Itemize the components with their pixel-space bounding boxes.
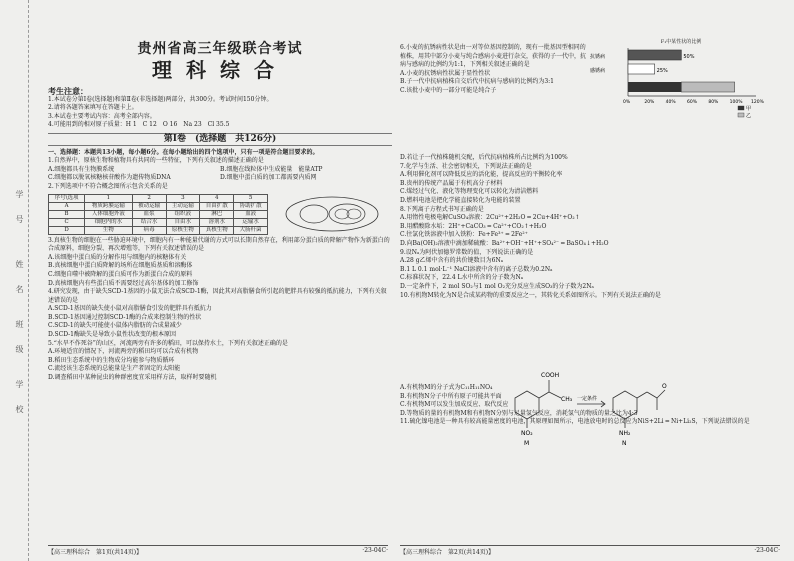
chart-title: F₁中某性状的比例 <box>660 39 702 45</box>
option: C.细胞都以脱氧核糖核苷酸作为遗传物质DNA <box>48 174 171 182</box>
tick-label: 20% <box>644 100 655 105</box>
option: A.该细胞中蛋白质的分解作用与细胞内的核糖体有关 <box>48 253 187 261</box>
option: C.SCD-1的缺失可能使小鼠体内脂肪的合成量减少 <box>48 322 182 330</box>
option: B.SCD-1基因通过控制SCD-1酶的合成来控制生物的性状 <box>48 313 202 321</box>
option: D.燃料电池是把化学能直接转化为电能的装置 <box>400 196 521 204</box>
table-cell: 真核生物 <box>200 226 234 234</box>
question-8: 8.下列离子方程式书写正确的是 <box>400 205 484 213</box>
option: B.用醋酸除水垢：2H⁺+CaCO₃ ═ Ca²⁺+CO₂↑+H₂O <box>400 222 547 230</box>
section-intro: 一、选择题：本题共13小题，每小题6分。在每小题给出的四个选项中，只有一项是符合题目要求的。 <box>48 148 319 156</box>
option: C.细胞自噬中被降解的蛋白质可作为新蛋白合成的原料 <box>48 270 193 278</box>
question-4: 4.研究发现，由于缺失SCD-1基因的小鼠无法合成SCD-1酶，因此其对高脂膳食所引起的肥胖具有较强的抵抗能力，下列有关叙述错误的是 <box>48 288 387 304</box>
option: A.细胞都具有生物膜系统 <box>48 165 115 173</box>
data-label: 50% <box>683 54 695 60</box>
footer-code: ·23-04C· <box>362 547 388 554</box>
table-cell: 淋巴 <box>200 210 234 218</box>
option: A.用惰性电极电解CuSO₄溶液：2Cu²⁺+2H₂O ═ 2Cu+4H⁺+O₂↑ <box>400 214 580 222</box>
venn-diagram <box>282 194 382 234</box>
table-header-cell: 1 <box>85 194 133 202</box>
option: C.该批小麦中的一部分可能是纯合子 <box>400 86 497 94</box>
table-cell: 生物 <box>85 226 133 234</box>
struct-label: N <box>622 440 627 447</box>
footer-page-label: 【高三理科综合 第1页(共14页)】 <box>48 549 143 556</box>
concept-table <box>48 194 268 235</box>
question-7: 7.化学与生活、社会密切相关，下列说法正确的是 <box>400 162 532 170</box>
table-cell: 被动运输 <box>132 202 166 210</box>
page-2-footer <box>400 545 780 556</box>
page-2-top <box>400 44 586 96</box>
option: D.真核细胞内有些蛋白质不需要经过高尔基体的加工修饰 <box>48 279 199 287</box>
table-row <box>49 226 268 234</box>
struct-label: 一定条件 <box>577 396 598 402</box>
option: C.流经该生态系统的总能量是生产者固定的太阳能 <box>48 365 181 373</box>
structure-diagram <box>495 368 675 448</box>
category-label: 抗锈病 <box>590 54 606 60</box>
spine-label: 学 <box>15 190 24 198</box>
struct-label: COOH <box>541 372 560 379</box>
option: D.调查稻田中某种昆虫的种群密度宜采用样方法，取样时要随机 <box>48 374 217 382</box>
data-label: 25% <box>656 68 668 74</box>
page-1 <box>48 40 392 383</box>
question-5: 5.“水旱不作死谷”的山区，河流两旁有许多的稻田，可以保持水土，下列有关叙述正确的是 <box>48 339 288 347</box>
option: A.28 g乙烯中含有的共价键数目为6Nₐ <box>400 257 504 265</box>
table-cell: 组织液 <box>166 210 200 218</box>
exam-subject: 理科综合 <box>152 58 288 82</box>
table-header-cell: 5 <box>234 194 268 202</box>
option: D.等物质的量的有机物M和有机物N分别与足量氢气反应，消耗氢气的物质的量之比为4:3 <box>400 409 638 417</box>
page-1-footer <box>48 545 388 556</box>
tick-label: 60% <box>687 100 698 105</box>
table-cell: 人体细胞外液 <box>85 210 133 218</box>
tick-label: 100% <box>729 100 743 105</box>
question-10: 10.有机物M转化为N是合成某药物的重要反应之一，其转化关系如图所示。下列有关说法正确的是 <box>400 291 661 299</box>
table-row <box>49 218 268 226</box>
bar <box>628 82 681 92</box>
option: A.小麦的抗锈病性状属于显性性状 <box>400 69 491 77</box>
table-cell: C <box>49 218 85 226</box>
table-cell: 原核生物 <box>166 226 200 234</box>
table-cell: 病毒 <box>132 226 166 234</box>
exam-title: 贵州省高三年级联合考试 <box>137 41 303 57</box>
question-9: 9.设Nₐ为阿伏加德罗常数的值，下列说法正确的是 <box>400 248 534 256</box>
table-cell: 物质跨膜运输 <box>85 202 133 210</box>
binding-margin <box>0 0 29 561</box>
option: B.真核细胞中蛋白质降解的场所在细胞质基质和溶酶体 <box>48 262 193 270</box>
struct-label: CH₃ <box>561 396 573 403</box>
bar <box>628 64 655 74</box>
option: B.细胞在线粒体中生成能量 能量ATP <box>220 165 323 173</box>
table-cell: D <box>49 226 85 234</box>
spine-label: 级 <box>15 345 24 353</box>
spine-label: 学 <box>15 380 24 388</box>
category-label: 感锈病 <box>590 68 606 74</box>
table-header-cell: 序号\选项 <box>49 194 85 202</box>
notice-line: 4.可能用到的相对原子质量：H 1 C 12 O 16 Na 23 Cl 35.5 <box>48 121 230 129</box>
table-header-cell: 2 <box>132 194 166 202</box>
spine-label: 名 <box>15 285 24 293</box>
table-cell: 细胞内的水 <box>85 218 133 226</box>
table-cell: A <box>49 202 85 210</box>
table-cell: 大肠杆菌 <box>234 226 268 234</box>
option: B.1 L 0.1 mol·L⁻¹ NaCl溶液中含有的离子总数为0.2Nₐ <box>400 265 553 273</box>
table-row <box>49 202 268 210</box>
table-cell: 血浆 <box>132 210 166 218</box>
notice-heading: 考生注意： <box>48 86 88 96</box>
table-cell: 溶剂水 <box>200 218 234 226</box>
notice-line: 3.本试卷主要考试内容：高考全部内容。 <box>48 112 156 120</box>
question-6: 6.小麦的抗锈病性状是由一对等位基因控制的，现有一批基因型相同的植株，用其中部分小麦与纯合感病小麦进行杂交，获得的子一代中，抗病与感病的比例约为1:1，下列相关叙述正确的是 <box>400 44 587 69</box>
option: D.若让子一代植株随机交配，后代抗病植株所占比例约为100% <box>400 154 568 161</box>
tick-label: 120% <box>751 100 764 105</box>
tick-label: 80% <box>708 100 719 105</box>
spine-label: 班 <box>15 320 24 328</box>
option: D.向Ba(OH)₂溶液中滴加稀硫酸：Ba²⁺+OH⁻+H⁺+SO₄²⁻ ═ BaSO₄↓+H₂O <box>400 239 609 247</box>
table-header-cell: 4 <box>200 194 234 202</box>
bar <box>628 50 681 60</box>
question-2: 2.下列选项中不符合概念图所示包含关系的是 <box>48 182 168 190</box>
footer-code: ·23-04C· <box>754 547 780 554</box>
option: C.有机物M可以发生加成反应、取代反应 <box>400 401 509 409</box>
question-3: 3.真核生物的细胞在一些胁迫环境中，细胞内有一种能量代谢的方式可以长期自然存在，利用部分蛋白质的降解产物作为新蛋白的合成原料，细胞分裂、再次增殖等，下列有关叙述错误的是 <box>48 236 390 253</box>
question-11: 11.硫化镍电池是一种具有较高能量密度的电池，其原理如图所示，电池放电时的总反应为NiS+2Li ═ Ni+Li₂S，下列说法错误的是 <box>400 418 750 426</box>
option: D.细胞中蛋白质的加工都需要内质网 <box>220 174 317 182</box>
table-cell: B <box>49 210 85 218</box>
option: B.子一代中抗病植株自交后代中抗病与感病的比例约为3:1 <box>400 78 554 86</box>
struct-label: NH₂ <box>619 430 631 437</box>
option: C.标准状况下，22.4 L水中所含的分子数为Nₐ <box>400 274 524 282</box>
table-cell: 协助扩散 <box>234 202 268 210</box>
notice-line: 1.本试卷分第Ⅰ卷(选择题)和第Ⅱ卷(非选择题)两部分，共300分。考试时间150分钟。 <box>48 95 273 103</box>
option: C.往氯化铁溶液中加入铁粉：Fe+Fe³⁺ ═ 2Fe²⁺ <box>400 231 528 239</box>
spine-label: 姓 <box>15 260 24 268</box>
struct-label: NO₂ <box>521 430 533 437</box>
option: A.环境适宜的情况下，河流两旁的稻田均可以合成有机物 <box>48 348 199 356</box>
bar-chart <box>588 38 774 138</box>
option: A.利用催化剂可以降低反应的活化能，提高反应的平衡转化率 <box>400 171 563 179</box>
table-cell: 血液 <box>234 210 268 218</box>
table-header-cell: 3 <box>166 194 200 202</box>
table-row <box>49 210 268 218</box>
option: B.有机物N分子中所有原子可能共平面 <box>400 392 502 400</box>
spine-label: 号 <box>15 215 24 223</box>
option: D.一定条件下，2 mol SO₂与1 mol O₂充分反应生成SO₃的分子数为2Nₐ <box>400 282 594 290</box>
table-cell: 运输水 <box>234 218 268 226</box>
legend-label: 甲 <box>746 106 752 112</box>
question-2-figure <box>48 192 392 237</box>
option: C.煤经过气化、液化等物理变化可以转化为清洁燃料 <box>400 188 539 196</box>
option: D.SCD-1酶缺失是导致小鼠性状改变的根本原因 <box>48 331 176 339</box>
option: A.有机物M的分子式为C₁₁H₁₁NO₄ <box>400 384 493 392</box>
table-cell: 主动运输 <box>166 202 200 210</box>
option: A.SCD-1基因的缺失使小鼠对高脂膳食引发的肥胖具有抵抗力 <box>48 305 212 313</box>
table-cell: 结合水 <box>132 218 166 226</box>
tick-label: 0% <box>623 100 631 105</box>
table-cell: 自由水 <box>166 218 200 226</box>
legend-swatch <box>738 113 744 117</box>
spine-label: 校 <box>15 405 24 413</box>
option: B.贵州的传统产品属于有机高分子材料 <box>400 179 503 187</box>
tick-label: 40% <box>665 100 676 105</box>
legend-swatch <box>738 106 744 110</box>
struct-label: O <box>662 383 667 390</box>
question-1: 1.自然界中，原核生物和植物具有共同的一些特征，下列有关叙述的描述正确的是 <box>48 157 264 165</box>
table-cell: 自由扩散 <box>200 202 234 210</box>
legend-label: 乙 <box>746 113 752 119</box>
option: B.稻田生态系统中的生物成分均能参与物质循环 <box>48 356 175 364</box>
bar <box>681 82 734 92</box>
footer-page-label: 【高三理科综合 第2页(共14页)】 <box>400 549 495 556</box>
section-title: 第Ⅰ卷 (选择题 共126分) <box>48 133 392 146</box>
chart-svg <box>588 38 774 138</box>
table-header-row <box>49 194 268 202</box>
struct-label: M <box>524 440 530 447</box>
question-1-options <box>48 174 392 183</box>
notice-line: 2.请将各题答案填写在答题卡上。 <box>48 104 138 112</box>
